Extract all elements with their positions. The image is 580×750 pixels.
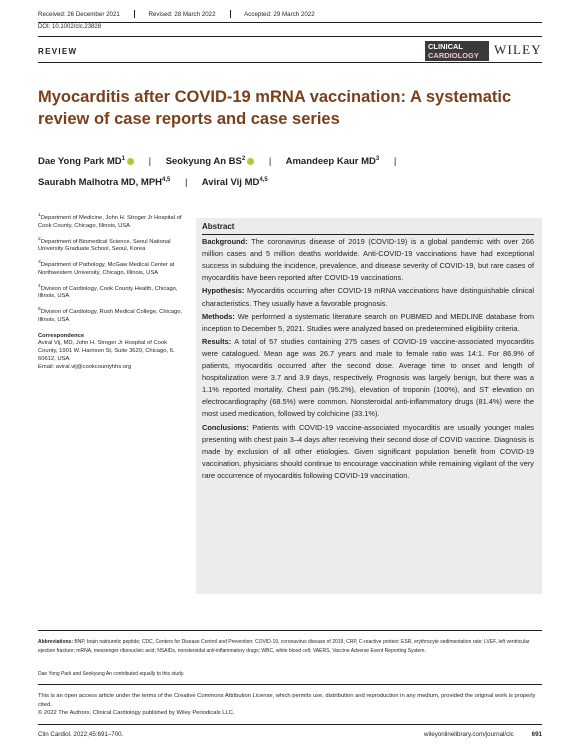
affiliation-text: Department of Medicine, John H. Stroger Jr Hospital of Cook County, Chicago, Illinois, USA <box>38 214 182 229</box>
affiliation-item <box>38 236 188 255</box>
abstract-heading: Abstract <box>202 221 534 235</box>
author-affil-sup: 3 <box>375 156 380 162</box>
revised-date: Revised: 28 March 2022 <box>148 10 216 18</box>
journal-url-link[interactable]: wileyonlinelibrary.com/journal/clc <box>424 731 514 738</box>
abbreviations-text: BNP, brain natriuretic peptide; CDC, Centers for Disease Control and Prevention; COVID-19, coronavirus disease of 2019; CRP, C-reactive protein; ESR, erythrocyte sedimentation rate; LVEF, left ventricular ejection fracture; mRNA, messenger ribonucleic acid; NSAIDs, nonsteroidal anti-inflammatory drugs; WBC, white blood cell; VAERS, Vaccine Adverse Event Reporting System. <box>38 639 530 654</box>
affiliation-sup: 5 <box>38 307 41 313</box>
abstract-section-label: Hypothesis: <box>202 286 245 296</box>
footnote-rule <box>38 630 542 631</box>
abbreviations <box>38 638 542 655</box>
orcid-icon[interactable] <box>127 158 134 165</box>
email-label: Email: <box>38 363 55 370</box>
abstract-background <box>202 236 534 284</box>
affiliation-sup: 3 <box>38 260 41 266</box>
abstract-conclusions <box>202 422 534 482</box>
accepted-date: Accepted: 29 March 2022 <box>244 10 315 18</box>
author-name[interactable]: Aviral Vij MD <box>201 177 260 189</box>
abstract-box <box>196 218 542 594</box>
journal-logo <box>425 41 489 61</box>
affiliation-text: Department of Pathology, McGaw Medical Center at Northwestern University, Chicago, Illinois, USA <box>38 261 175 276</box>
contribution-note: Dae Yong Park and Seokyung An contributed equally to this study. <box>38 671 185 677</box>
orcid-icon[interactable] <box>247 158 254 165</box>
footer-rule <box>38 724 542 725</box>
date-divider <box>134 10 135 18</box>
correspondence-address: Aviral Vij, MD, John H. Stroger Jr Hospital of Cook County, 1901 W. Harrison St, Suite 3620, Chicago, IL 60612, USA. <box>38 340 175 362</box>
abstract-section-label: Background: <box>202 237 248 247</box>
abstract-section-text: Myocarditis occurring after COVID-19 mRNA vaccinations have distinguishable clinical characteristics. They usually have a favorable prognosis. <box>202 286 534 308</box>
abstract-section-text: A total of 57 studies containing 275 cases of COVID-19 vaccine-associated myocarditis were catalogued. Mean age was 26.7 years and male to female ratio was 14:1. For 86.9% of patients, myocarditis occurred after the second dose. Average time to onset and length of hospitalization were 3.7 and 3.9 days, respectively. Prognosis was largely benign, but there was a 1.1% reported mortality. Chest pain (95.2%), elevation of troponin (100%), and ST elevation on electrocardiography (68.5%) were common. Nonsteroidal anti-inflammatory drugs (81.4%) were the most used medication, followed by colchicine (33.1%). <box>202 336 534 419</box>
affiliation-text: Division of Cardiology, Cook County Health, Chicago, Illinois, USA <box>38 285 178 300</box>
abstract-section-label: Methods: <box>202 311 235 321</box>
article-title: Myocarditis after COVID-19 mRNA vaccination: A systematic review of case reports and case series <box>38 88 512 128</box>
abstract-section-label: Results: <box>202 336 232 346</box>
correspondence-heading: Correspondence <box>38 332 85 339</box>
affiliation-sup: 2 <box>38 236 41 242</box>
page-number: 691 <box>531 731 542 738</box>
section-rule <box>38 62 542 63</box>
author-list <box>38 150 548 192</box>
abstract-methods <box>202 311 534 335</box>
abstract-section-text: Patients with COVID-19 vaccine-associated myocarditis are usually younger males presenting with chest pain 3–4 days after receiving their second dose of COVID vaccine. Diagnosis is made by exclusion of all other etiologies. Given significant population benefit from COVID-19 vaccination, physicians should continue to encourage vaccination while remaining vigilant of the very rare occurrence of myocarditis following COVID-19 vaccination. <box>202 422 534 480</box>
abstract-hypothesis <box>202 285 534 309</box>
abbreviations-label: Abbreviations: <box>38 639 74 645</box>
author-affil-sup: 4,5 <box>162 177 171 184</box>
journal-logo-line1: CLINICAL <box>428 42 463 51</box>
footer-citation: Clin Cardiol. 2022;45:691–700. <box>38 731 124 738</box>
affiliation-text: Division of Cardiology, Rush Medical College, Chicago, Illinois, USA <box>38 308 183 323</box>
copyright-text: © 2022 The Authors. Clinical Cardiology published by Wiley Periodicals LLC. <box>38 710 235 716</box>
affiliation-item <box>38 306 188 325</box>
author-affil-sup: 1 <box>121 156 125 162</box>
header-rule <box>38 36 542 37</box>
license-text: This is an open access article under the terms of the Creative Commons Attribution License, which permits use, distribution and reproduction in any medium, provided the original work is properly cited. <box>38 693 536 708</box>
author-name[interactable]: Dae Yong Park MD <box>38 156 122 168</box>
abstract-section-label: Conclusions: <box>202 422 249 432</box>
email-link[interactable]: aviral.vij@cookcountyhhs.org <box>55 363 132 370</box>
affiliation-sup: 4 <box>38 283 41 289</box>
author-affil-sup: 2 <box>241 156 246 162</box>
abstract-section-text: We performed a systematic literature search on PUBMED and MEDLINE database from inception to December 5, 2021. Studies were analyzed based on predetermined eligibility criteria. <box>202 311 534 333</box>
article-dates <box>38 10 329 18</box>
author-name[interactable]: Amandeep Kaur MD <box>285 156 376 168</box>
affiliation-item <box>38 212 188 231</box>
affiliation-sup: 1 <box>38 213 41 218</box>
affiliation-text: Department of Biomedical Science, Seoul National University Graduate School, Seoul, Korea <box>38 238 171 253</box>
author-name[interactable]: Seokyung An BS <box>165 156 242 168</box>
journal-logo-line2: CARDIOLOGY <box>428 51 479 60</box>
author-name[interactable]: Saurabh Malhotra MD, MPH <box>38 177 163 189</box>
affiliation-item <box>38 259 188 278</box>
publisher-logo: WILEY <box>494 42 542 57</box>
affiliation-item <box>38 283 188 302</box>
doi[interactable]: DOI: 10.1002/clc.23828 <box>38 24 102 30</box>
author-affil-sup: 4,5 <box>259 177 268 184</box>
abstract-section-text: The coronavirus disease of 2019 (COVID-19) is a global pandemic with over 266 million cases and 5 million deaths worldwide. Anti-COVID-19 vaccinations have had exceptional success in subduing the incidence, prevalence, and disease severity of COVID-19, but rare cases of myocarditis have been reported after COVID-19 vaccinations. <box>202 237 534 283</box>
affiliations <box>38 212 188 372</box>
author-separator: | <box>148 156 152 168</box>
section-label: REVIEW <box>38 47 78 56</box>
author-separator: | <box>393 156 397 168</box>
license-rule <box>38 684 542 685</box>
footer-right <box>424 731 542 738</box>
license-note <box>38 692 542 718</box>
date-divider <box>230 10 231 18</box>
correspondence-email-line <box>38 364 188 372</box>
header-rule <box>38 22 542 23</box>
abstract-results <box>202 336 534 421</box>
author-separator: | <box>268 156 272 168</box>
author-separator: | <box>185 177 188 189</box>
received-date: Received: 26 December 2021 <box>38 10 120 18</box>
